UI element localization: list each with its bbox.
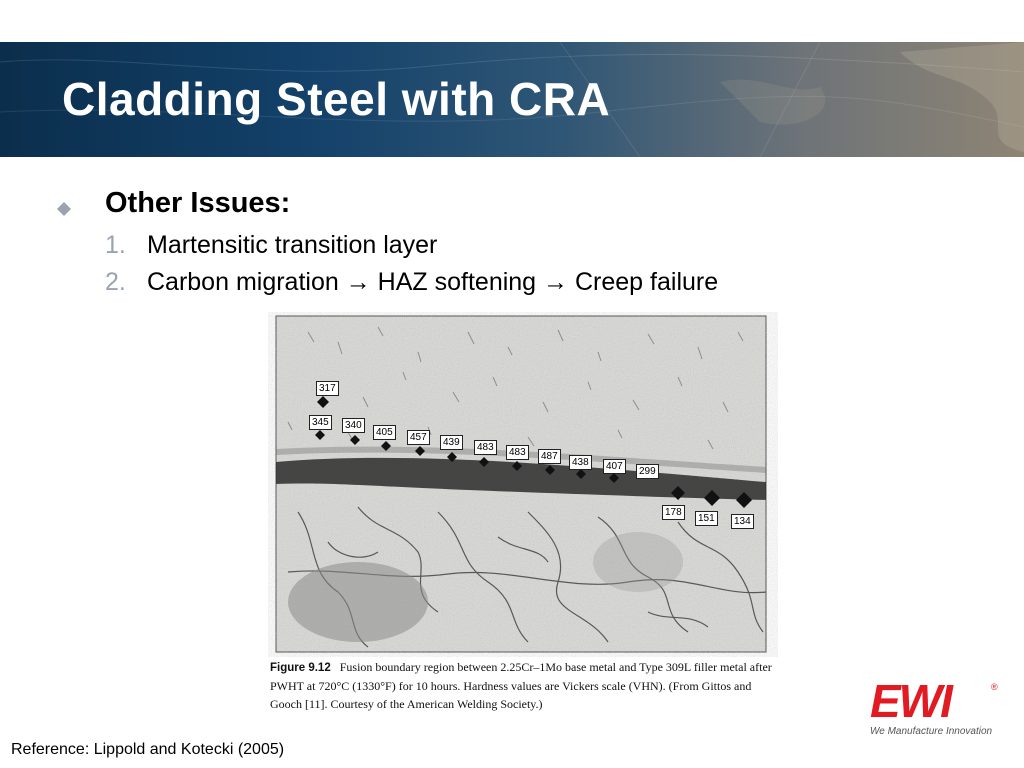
micrograph-image bbox=[268, 312, 778, 657]
list-text-part: Carbon migration bbox=[147, 268, 339, 296]
hardness-label: 483 bbox=[474, 440, 497, 455]
caption-text: Fusion boundary region between 2.25Cr–1Mo base metal and Type 309L filler metal after PWHT at 720°C (1330°F) for 10 hours. Hardness values are Vickers scale (VHN). (From Gittos and Gooch [11]. Courtesy of the American Welding Society.) bbox=[270, 660, 772, 711]
list-text-part: HAZ softening bbox=[377, 268, 537, 296]
right-arrow-icon: → bbox=[543, 268, 569, 296]
hardness-label: 134 bbox=[731, 514, 754, 529]
hardness-label: 407 bbox=[603, 459, 626, 474]
logo-tagline: We Manufacture Innovation bbox=[870, 726, 993, 737]
hardness-label: 438 bbox=[569, 455, 592, 470]
list-item bbox=[105, 231, 437, 260]
slide-title: Cladding Steel with CRA bbox=[62, 73, 611, 125]
hardness-label: 487 bbox=[538, 449, 561, 464]
hardness-label: 317 bbox=[316, 381, 339, 396]
micrograph-figure bbox=[268, 312, 778, 716]
reference-note: Reference: Lippold and Kotecki (2005) bbox=[11, 741, 285, 758]
logo-wordmark: EWI bbox=[870, 675, 951, 727]
list-number: 1. bbox=[105, 231, 126, 259]
list-text: Martensitic transition layer bbox=[147, 231, 438, 259]
list-text-part: Creep failure bbox=[575, 268, 719, 296]
hardness-label: 405 bbox=[373, 425, 396, 440]
diamond-bullet-icon bbox=[55, 200, 73, 218]
ewi-logo bbox=[870, 675, 1000, 740]
hardness-label: 457 bbox=[407, 430, 430, 445]
hardness-label: 151 bbox=[695, 511, 718, 526]
hardness-label: 178 bbox=[662, 505, 685, 520]
registered-mark: ® bbox=[991, 682, 998, 692]
hardness-label: 299 bbox=[636, 464, 659, 479]
hardness-label: 483 bbox=[506, 445, 529, 460]
hardness-label: 340 bbox=[342, 418, 365, 433]
section-heading: Other Issues: bbox=[105, 187, 291, 219]
caption-label: Figure 9.12 bbox=[270, 662, 331, 674]
right-arrow-icon: → bbox=[345, 268, 371, 296]
hardness-label: 439 bbox=[440, 435, 463, 450]
list-number: 2. bbox=[105, 268, 126, 296]
hardness-label: 345 bbox=[309, 415, 332, 430]
list-item bbox=[105, 268, 718, 297]
figure-caption bbox=[270, 658, 776, 713]
